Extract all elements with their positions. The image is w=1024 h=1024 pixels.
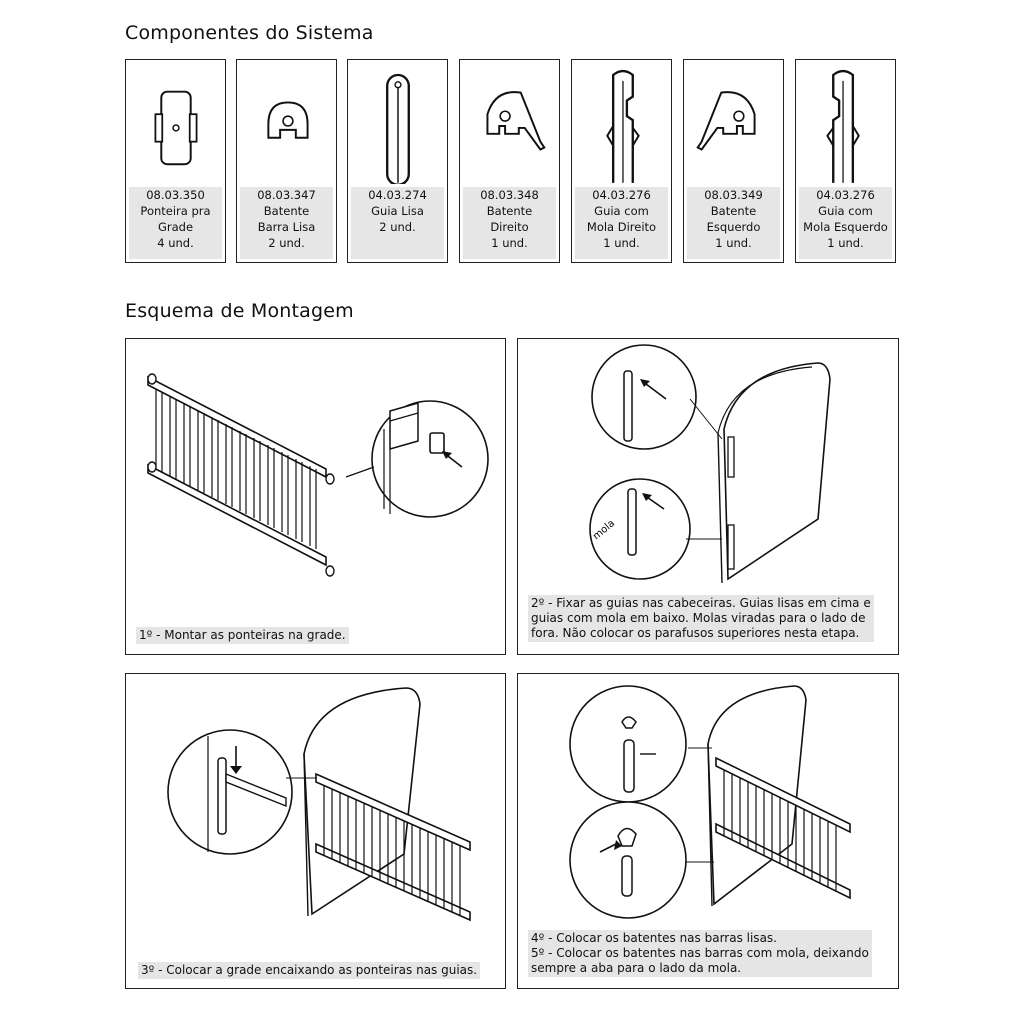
step-3-panel: [125, 673, 506, 989]
batente-barra-lisa-drawing: [237, 66, 336, 184]
component-label: 04.03.276 Guia com Mola Esquerdo 1 und.: [799, 187, 892, 259]
component-label: 04.03.274 Guia Lisa 2 und.: [351, 187, 444, 259]
component-label: 08.03.349 Batente Esquerdo 1 und.: [687, 187, 780, 259]
component-card-ponteira: [125, 59, 226, 263]
component-card-batente-esquerdo: [683, 59, 784, 263]
step-2-panel: [517, 338, 899, 655]
guia-mola-esquerdo-drawing: [796, 66, 895, 184]
step-4-5-caption: 4º - Colocar os batentes nas barras lisas. 5º - Colocar os batentes nas barras com mola, deixando sempre a aba para o lado da mola.: [528, 930, 872, 977]
step-1-panel: [125, 338, 506, 655]
component-card-guia-mola-esquerdo: [795, 59, 896, 263]
step-1-drawing: [126, 339, 506, 655]
step-3-drawing: [126, 674, 506, 989]
component-label: 08.03.347 Batente Barra Lisa 2 und.: [240, 187, 333, 259]
assembly-title: Esquema de Montagem: [125, 300, 354, 322]
guia-mola-direito-drawing: [572, 66, 671, 184]
component-card-guia-lisa: [347, 59, 448, 263]
mola-label: mola: [591, 517, 618, 543]
component-label: 04.03.276 Guia com Mola Direito 1 und.: [575, 187, 668, 259]
step-2-caption: 2º - Fixar as guias nas cabeceiras. Guias lisas em cima e guias com mola em baixo. Molas viradas para o lado de fora. Não colocar os parafusos superiores nesta etapa.: [528, 595, 874, 642]
batente-esquerdo-drawing: [684, 66, 783, 184]
batente-direito-drawing: [460, 66, 559, 184]
component-label: 08.03.348 Batente Direito 1 und.: [463, 187, 556, 259]
component-label: 08.03.350 Ponteira pra Grade 4 und.: [129, 187, 222, 259]
step-3-caption: 3º - Colocar a grade encaixando as ponteiras nas guias.: [138, 962, 480, 979]
component-card-batente-direito: [459, 59, 560, 263]
step-4-5-panel: [517, 673, 899, 989]
component-card-guia-mola-direito: [571, 59, 672, 263]
step-1-caption: 1º - Montar as ponteiras na grade.: [136, 627, 349, 644]
ponteira-drawing: [126, 66, 225, 184]
component-card-batente-barra-lisa: [236, 59, 337, 263]
components-title: Componentes do Sistema: [125, 22, 374, 44]
guia-lisa-drawing: [348, 66, 447, 184]
